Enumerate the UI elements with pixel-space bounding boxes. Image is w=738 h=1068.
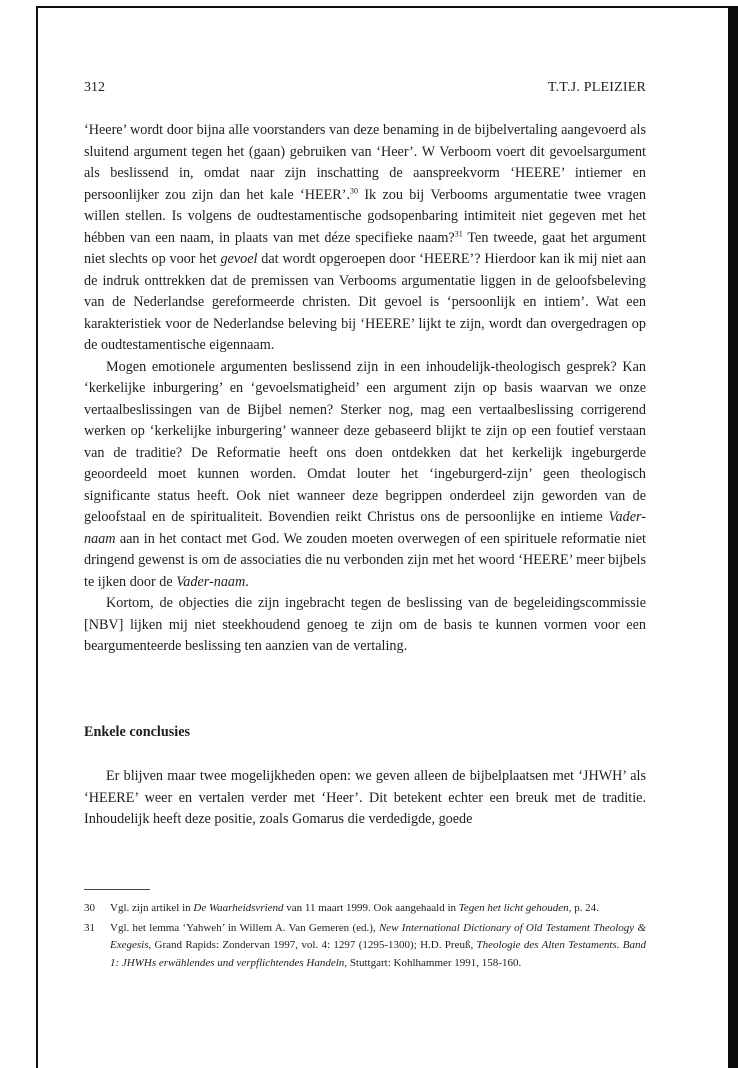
scan-border-top [36,6,738,8]
footnote-31: 31 Vgl. het lemma ‘Yahweh’ in Willem A. Van Gemeren (ed.), New International Dictionary of Old Testament Theology & Exegesis, Grand Rapids: Zondervan 1997, vol. 4: 1297 (1295-1300); H.D. Preuß, Theologie des Alten Testaments. Band 1: JHWHs erwählendes und verpflichtendes Handeln, Stuttgart: Kohlhammer 1991, 158-160. [84,922,646,969]
page-number: 312 [84,80,105,95]
running-head: T.T.J. PLEIZIER [547,80,646,95]
paragraph-3: Kortom, de objecties die zijn ingebracht tegen de beslissing van de begeleidingscommissie [NBV] lijken mij niet steekhoudend genoeg te zijn om de basis te kunnen vormen voor een beargumenteerde beslissing ten aanzien van de vertaling. [84,595,646,654]
footnote-ref-30: 30 [350,185,359,195]
footnote-30: 30 Vgl. zijn artikel in De Waarheidsvriend van 11 maart 1999. Ook aangehaald in Tegen het licht gehouden, p. 24. [84,900,646,917]
footnote-divider [84,889,150,890]
footnotes [84,900,646,975]
paragraph-2: Mogen emotionele argumenten beslissend zijn in een inhoudelijk-theologisch gesprek? Kan ‘kerkelijke inburgering’ en ‘gevoelsmatigheid’ een argument zijn op basis waarvan we onze vertaalbeslissingen van de Bijbel nemen? Sterker nog, mag een vertaalbeslissing corrigerend werken op ‘kerkelijke inburgering’ wanneer deze gebaseerd blijkt te zijn op een foutief verstaan van de traditie? De Reformatie heeft ons doen ontdekken dat het kerkelijk ingeburgerde geoordeeld moet kunnen worden. Omdat louter het ‘ingeburgerd-zijn’ geen theologisch significante status heeft. Ook niet wanneer deze begrippen onderdeel zijn geworden van de geloofstaal en de spiritualiteit. Bovendien reikt Christus ons de persoonlijke en intieme Vader-naam aan in het contact met God. We zouden moeten overwegen of een spirituele reformatie niet dringend gewenst is om de associaties die nu verbonden zijn met het woord ‘HEERE’ meer bijbels te ijken door de Vader-naam. [84,358,646,590]
scan-border-left [36,6,38,1068]
body-text [84,120,646,658]
paragraph-1: ‘Heere’ wordt door bijna alle voorstanders van deze benaming in de bijbelvertaling aangevoerd als sluitend argument tegen het (gaan) gebruiken van ‘Heer’. W Verboom voert dit gevoelsargument als beslissend in, omdat naar zijn inschatting de aanspreekvorm ‘HEERE’ intiemer en persoonlijker zou zijn dan het kale ‘HEER’.$^{30}$ Ik zou bij Verbooms argumentatie twee vragen willen stellen. Is volgens de oudtestamentische godsopenbaring intimiteit niet gegeven met het hébben van een naam, in plaats van met déze specifieke naam?$^{31}$ Ten tweede, gaat het argument niet slechts op voor het gevoel dat wordt opgeroepen door ‘HEERE’? Hierdoor kan ik mij niet aan de indruk onttrekken dat de premissen van Verbooms argumentatie liggen in de geloofsbeleving van de Nederlandse gereformeerde christen. Dit gevoel is ‘persoonlijk en intiem’. Wat een karakteristiek voor de Nederlandse beleving bij ‘HEERE’ lijkt te zijn, wordt dan overgedragen op de oudtestamentische eigennaam. [84,122,647,353]
footnote-ref-31: 31 [454,228,463,238]
footnote-number: 30 [84,902,95,914]
scan-border-right [728,6,738,1068]
conclusion-paragraph: Er blijven maar twee mogelijkheden open: we geven alleen de bijbelplaatsen met ‘JHWH’ als ‘HEERE’ weer en vertalen verder met ‘Heer’. Dit betekent echter een breuk met de traditie. Inhoudelijk heeft deze positie, zoals Gomarus die verdedigde, goede [84,768,646,827]
footnote-number: 31 [84,922,95,935]
section-heading: Enkele conclusies [84,724,191,740]
conclusion-text [84,766,646,831]
